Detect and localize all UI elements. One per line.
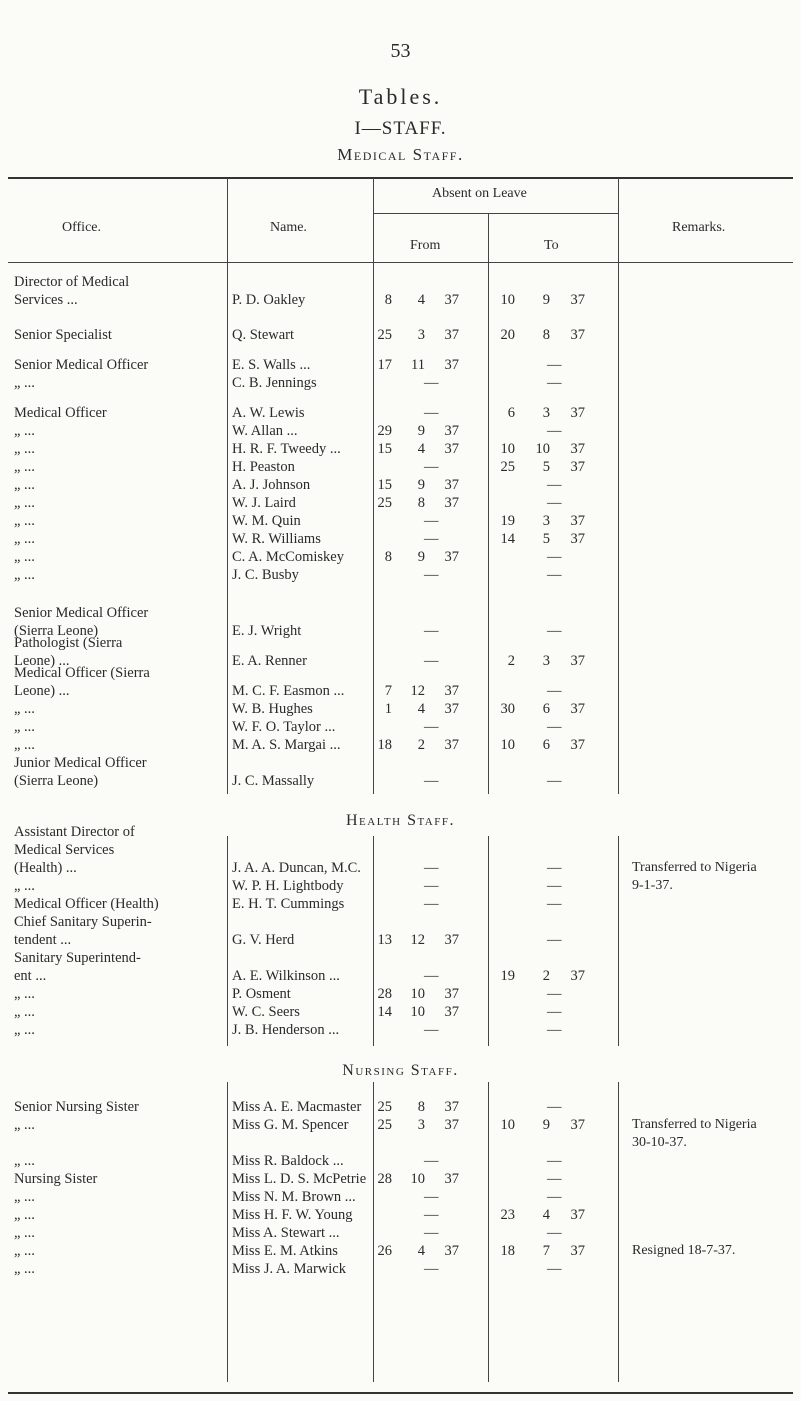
to-year: 37 [570,1117,585,1133]
header-office: Office. [62,220,101,235]
to-dash: — [547,1189,562,1205]
from-dash: — [424,375,439,391]
to-year: 37 [570,513,585,529]
office-cell: „ ... [14,986,35,1002]
to-month: 6 [542,701,550,717]
col-divider-to-medical [488,262,489,794]
table-top-rule [8,177,793,179]
from-day: 26 [377,1243,392,1259]
office-cell: Senior Specialist [14,327,112,343]
to-year: 37 [570,653,585,669]
nursing-section-title: Nursing Staff. [342,1062,459,1079]
office-cell: „ ... [14,701,35,717]
from-year: 37 [444,1171,459,1187]
name-cell: J. A. A. Duncan, M.C. [232,860,361,876]
to-dash: — [547,357,562,373]
from-year: 37 [444,495,459,511]
name-cell: H. Peaston [232,459,295,475]
office-cell: Junior Medical Officer [14,755,147,771]
to-dash: — [547,1099,562,1115]
name-cell: Miss J. A. Marwick [232,1261,346,1277]
name-cell: J. B. Henderson ... [232,1022,340,1038]
name-cell: M. A. S. Margai ... [232,737,341,753]
from-year: 37 [444,1099,459,1115]
to-year: 37 [570,1243,585,1259]
name-cell: W. C. Seers [232,1004,300,1020]
office-cell: Senior Nursing Sister [14,1099,139,1115]
to-month: 9 [542,1117,550,1133]
from-dash: — [424,1189,439,1205]
from-month: 12 [410,932,425,948]
to-dash: — [547,1004,562,1020]
from-day: 25 [377,1099,392,1115]
col-divider-to-nursing [488,1082,489,1382]
from-month: 3 [417,1117,425,1133]
from-year: 37 [444,477,459,493]
from-year: 37 [444,986,459,1002]
from-dash: — [424,1261,439,1277]
medical-section-title: Medical Staff. [337,145,464,164]
office-cell: tendent ... [14,932,72,948]
name-cell: Miss N. M. Brown ... [232,1189,356,1205]
to-day: 19 [500,513,515,529]
to-day: 20 [500,327,515,343]
to-month: 3 [542,405,550,421]
to-year: 37 [570,441,585,457]
header-bottom-rule [8,262,793,263]
table-bottom-rule [8,1392,793,1394]
name-cell: W. J. Laird [232,495,296,511]
office-cell: Chief Sanitary Superin- [14,914,152,930]
to-dash: — [547,860,562,876]
from-month: 4 [417,701,425,717]
from-month: 10 [410,1004,425,1020]
to-dash: — [547,773,562,789]
to-month: 6 [542,737,550,753]
name-cell: W. B. Hughes [232,701,313,717]
to-day: 6 [507,405,515,421]
remarks-cell: Resigned 18-7-37. [632,1243,736,1258]
from-day: 15 [377,441,392,457]
from-year: 37 [444,1243,459,1259]
from-month: 8 [417,495,425,511]
from-dash: — [424,653,439,669]
name-cell: C. B. Jennings [232,375,317,391]
to-day: 18 [500,1243,515,1259]
office-cell: „ ... [14,513,35,529]
from-month: 4 [417,1243,425,1259]
office-cell: „ ... [14,719,35,735]
office-cell: Medical Officer (Sierra [14,665,150,681]
from-day: 7 [384,683,392,699]
name-cell: J. C. Busby [232,567,299,583]
to-day: 10 [500,1117,515,1133]
absent-subheader-rule [373,213,618,214]
from-dash: — [424,405,439,421]
to-day: 23 [500,1207,515,1223]
from-month: 12 [410,683,425,699]
col-divider-remarks-health [618,836,619,1046]
from-month: 9 [417,477,425,493]
from-day: 1 [384,701,392,717]
from-day: 18 [377,737,392,753]
col-divider-remarks-nursing [618,1082,619,1382]
to-month: 10 [535,441,550,457]
from-day: 15 [377,477,392,493]
office-cell: (Health) ... [14,860,77,876]
name-cell: Miss A. Stewart ... [232,1225,340,1241]
office-cell: „ ... [14,1243,35,1259]
to-day: 30 [500,701,515,717]
name-cell: C. A. McComiskey [232,549,344,565]
header-to: To [544,238,559,253]
from-month: 9 [417,423,425,439]
name-cell: P. D. Oakley [232,292,306,308]
from-year: 37 [444,1004,459,1020]
office-cell: (Sierra Leone) [14,623,99,639]
to-month: 4 [542,1207,550,1223]
from-dash: — [424,860,439,876]
to-dash: — [547,1171,562,1187]
header-from: From [410,238,441,253]
to-year: 37 [570,292,585,308]
to-dash: — [547,375,562,391]
office-cell: „ ... [14,531,35,547]
from-year: 37 [444,441,459,457]
office-cell: Director of Medical [14,274,130,290]
from-day: 14 [377,1004,392,1020]
to-month: 8 [542,327,550,343]
name-cell: W. R. Williams [232,531,321,547]
from-year: 37 [444,701,459,717]
table-title: I—STAFF. [354,118,447,139]
office-cell: Leone) ... [14,683,70,699]
office-cell: „ ... [14,1189,35,1205]
from-dash: — [424,623,439,639]
page-number: 53 [390,40,411,62]
to-day: 10 [500,292,515,308]
office-cell: „ ... [14,1207,35,1223]
from-dash: — [424,1225,439,1241]
col-divider-remarks-medical [618,262,619,794]
name-cell: Miss L. D. S. McPetrie [232,1171,367,1187]
office-cell: „ ... [14,1261,35,1277]
from-year: 37 [444,357,459,373]
to-day: 2 [507,653,515,669]
to-dash: — [547,896,562,912]
to-year: 37 [570,737,585,753]
office-cell: (Sierra Leone) [14,773,99,789]
from-year: 37 [444,327,459,343]
from-month: 2 [417,737,425,753]
col-divider-name-health [227,836,228,1046]
to-day: 25 [500,459,515,475]
from-month: 10 [410,986,425,1002]
from-dash: — [424,896,439,912]
name-cell: A. J. Johnson [232,477,311,493]
office-cell: Nursing Sister [14,1171,98,1187]
name-cell: E. S. Walls ... [232,357,311,373]
name-cell: Q. Stewart [232,327,295,343]
office-cell: Sanitary Superintend- [14,950,141,966]
name-cell: Miss H. F. W. Young [232,1207,353,1223]
name-cell: W. M. Quin [232,513,301,529]
office-cell: Medical Officer (Health) [14,896,159,912]
office-cell: Assistant Director of [14,824,135,840]
from-month: 3 [417,327,425,343]
to-dash: — [547,1225,562,1241]
to-year: 37 [570,531,585,547]
from-dash: — [424,773,439,789]
from-dash: — [424,459,439,475]
remarks-cell: 30-10-37. [632,1135,687,1150]
to-dash: — [547,495,562,511]
office-cell: Senior Medical Officer [14,605,149,621]
office-cell: Services ... [14,292,78,308]
to-month: 9 [542,292,550,308]
from-year: 37 [444,1117,459,1133]
to-dash: — [547,1022,562,1038]
office-cell: „ ... [14,375,35,391]
from-dash: — [424,1022,439,1038]
from-month: 10 [410,1171,425,1187]
office-cell: ent ... [14,968,47,984]
name-cell: Miss R. Baldock ... [232,1153,344,1169]
office-cell: „ ... [14,441,35,457]
office-cell: „ ... [14,459,35,475]
remarks-cell: Transferred to Nigeria [632,860,757,875]
header-name: Name. [270,220,307,235]
office-cell: „ ... [14,1004,35,1020]
to-year: 37 [570,968,585,984]
office-cell: „ ... [14,549,35,565]
from-dash: — [424,878,439,894]
name-cell: Miss A. E. Macmaster [232,1099,362,1115]
remarks-cell: Transferred to Nigeria [632,1117,757,1132]
from-day: 25 [377,327,392,343]
name-cell: A. E. Wilkinson ... [232,968,340,984]
from-day: 28 [377,986,392,1002]
to-day: 19 [500,968,515,984]
name-cell: G. V. Herd [232,932,295,948]
name-cell: H. R. F. Tweedy ... [232,441,341,457]
to-dash: — [547,549,562,565]
office-cell: „ ... [14,495,35,511]
to-dash: — [547,986,562,1002]
from-year: 37 [444,549,459,565]
name-cell: W. Allan ... [232,423,298,439]
name-cell: Miss E. M. Atkins [232,1243,338,1259]
office-cell: Leone) ... [14,653,70,669]
to-dash: — [547,423,562,439]
to-year: 37 [570,701,585,717]
to-dash: — [547,623,562,639]
header-absent-on-leave: Absent on Leave [432,186,527,201]
from-dash: — [424,531,439,547]
office-cell: „ ... [14,878,35,894]
name-cell: Miss G. M. Spencer [232,1117,349,1133]
from-year: 37 [444,932,459,948]
from-month: 4 [417,441,425,457]
from-day: 25 [377,1117,392,1133]
office-cell: „ ... [14,567,35,583]
office-cell: „ ... [14,1225,35,1241]
name-cell: E. J. Wright [232,623,302,639]
office-cell: Senior Medical Officer [14,357,149,373]
name-cell: P. Osment [232,986,291,1002]
from-dash: — [424,1153,439,1169]
to-dash: — [547,567,562,583]
from-dash: — [424,1207,439,1223]
to-dash: — [547,1261,562,1277]
to-month: 3 [542,513,550,529]
from-dash: — [424,719,439,735]
page-heading: Tables. [358,84,443,109]
office-cell: „ ... [14,1117,35,1133]
col-divider-name-medical [227,262,228,794]
office-cell: Pathologist (Sierra [14,635,123,651]
to-day: 10 [500,441,515,457]
to-dash: — [547,878,562,894]
to-year: 37 [570,459,585,475]
to-dash: — [547,1153,562,1169]
from-month: 4 [417,292,425,308]
from-dash: — [424,968,439,984]
to-dash: — [547,719,562,735]
col-divider-from-health [373,836,374,1046]
office-cell: „ ... [14,1153,35,1169]
from-month: 11 [411,357,425,373]
name-cell: E. H. T. Cummings [232,896,345,912]
from-year: 37 [444,423,459,439]
col-divider-name-nursing [227,1082,228,1382]
from-month: 8 [417,1099,425,1115]
office-cell: Medical Services [14,842,115,858]
name-cell: W. F. O. Taylor ... [232,719,336,735]
from-day: 29 [377,423,392,439]
to-dash: — [547,683,562,699]
col-divider-to-health [488,836,489,1046]
from-day: 8 [384,292,392,308]
from-day: 8 [384,549,392,565]
from-year: 37 [444,737,459,753]
to-year: 37 [570,327,585,343]
from-month: 9 [417,549,425,565]
to-day: 14 [500,531,515,547]
name-cell: M. C. F. Easmon ... [232,683,345,699]
to-month: 3 [542,653,550,669]
office-cell: Medical Officer [14,405,107,421]
to-month: 5 [542,531,550,547]
col-divider-from-nursing [373,1082,374,1382]
health-section-title: Health Staff. [345,812,455,829]
to-year: 37 [570,1207,585,1223]
to-month: 2 [542,968,550,984]
to-dash: — [547,477,562,493]
from-year: 37 [444,292,459,308]
name-cell: J. C. Massally [232,773,315,789]
from-day: 28 [377,1171,392,1187]
from-dash: — [424,513,439,529]
from-day: 17 [377,357,392,373]
office-cell: „ ... [14,423,35,439]
to-month: 7 [542,1243,550,1259]
office-cell: „ ... [14,1022,35,1038]
office-cell: „ ... [14,737,35,753]
to-year: 37 [570,405,585,421]
to-day: 10 [500,737,515,753]
remarks-cell: 9-1-37. [632,878,673,893]
name-cell: A. W. Lewis [232,405,305,421]
from-year: 37 [444,683,459,699]
from-day: 25 [377,495,392,511]
to-dash: — [547,932,562,948]
col-divider-from-medical [373,262,374,794]
header-remarks: Remarks. [672,220,726,235]
name-cell: E. A. Renner [232,653,307,669]
office-cell: „ ... [14,477,35,493]
from-day: 13 [377,932,392,948]
to-month: 5 [542,459,550,475]
from-dash: — [424,567,439,583]
name-cell: W. P. H. Lightbody [232,878,344,894]
